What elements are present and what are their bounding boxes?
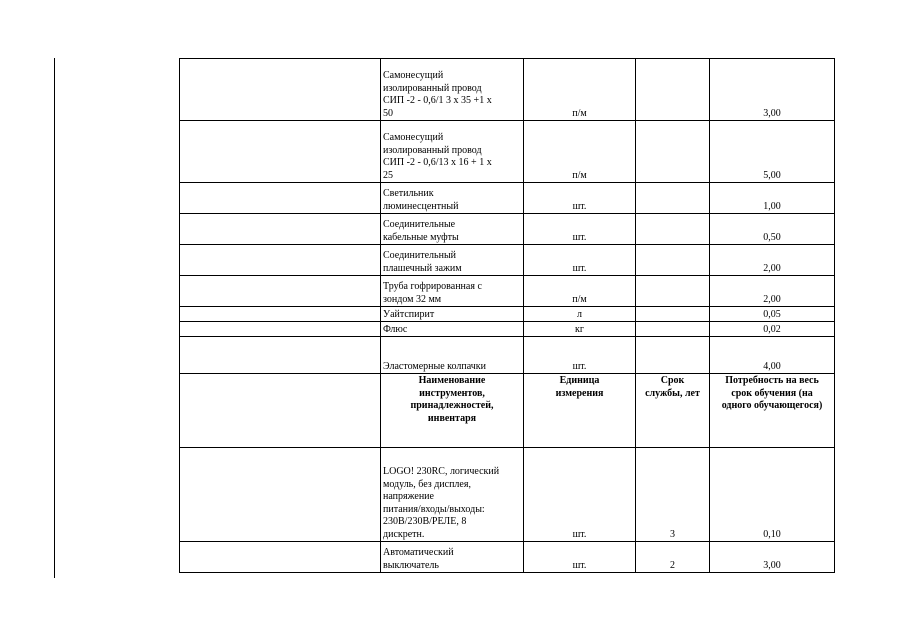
empty-cell bbox=[180, 307, 381, 322]
item-name-cell: Труба гофрированная с зондом 32 мм bbox=[381, 276, 524, 307]
term-cell bbox=[636, 214, 710, 245]
equipment-table bbox=[179, 58, 835, 573]
unit-cell: шт. bbox=[524, 245, 636, 276]
term-cell: 3 bbox=[636, 448, 710, 542]
term-cell bbox=[636, 276, 710, 307]
empty-cell bbox=[180, 337, 381, 374]
table-row bbox=[180, 448, 835, 542]
term-cell bbox=[636, 322, 710, 337]
term-cell bbox=[636, 307, 710, 322]
term-cell bbox=[636, 245, 710, 276]
empty-cell bbox=[180, 448, 381, 542]
term-cell bbox=[636, 183, 710, 214]
need-cell: 0,10 bbox=[710, 448, 835, 542]
term-cell: 2 bbox=[636, 542, 710, 573]
item-name-cell: Эластомерные колпачки bbox=[381, 337, 524, 374]
unit-cell: шт. bbox=[524, 448, 636, 542]
need-cell: 1,00 bbox=[710, 183, 835, 214]
header-unit: Единица измерения bbox=[524, 374, 636, 448]
empty-cell bbox=[180, 183, 381, 214]
unit-cell: кг bbox=[524, 322, 636, 337]
unit-cell: шт. bbox=[524, 337, 636, 374]
item-name-cell: Самонесущий изолированный провод СИП -2 - 0,6/13 х 16 + 1 х 25 bbox=[381, 121, 524, 183]
need-cell: 0,05 bbox=[710, 307, 835, 322]
item-name-cell: Флюс bbox=[381, 322, 524, 337]
unit-cell: шт. bbox=[524, 214, 636, 245]
table-row bbox=[180, 245, 835, 276]
need-cell: 3,00 bbox=[710, 59, 835, 121]
empty-cell bbox=[180, 542, 381, 573]
need-cell: 5,00 bbox=[710, 121, 835, 183]
need-cell: 3,00 bbox=[710, 542, 835, 573]
item-name-cell: Соединительный плашечный зажим bbox=[381, 245, 524, 276]
header-term: Срок службы, лет bbox=[636, 374, 710, 448]
table-row bbox=[180, 542, 835, 573]
empty-cell bbox=[180, 322, 381, 337]
table-row bbox=[180, 59, 835, 121]
table-row bbox=[180, 214, 835, 245]
empty-cell bbox=[180, 214, 381, 245]
need-cell: 0,02 bbox=[710, 322, 835, 337]
need-cell: 4,00 bbox=[710, 337, 835, 374]
page-margin-rule bbox=[54, 58, 55, 578]
unit-cell: п/м bbox=[524, 276, 636, 307]
header-name: Наименование инструментов, принадлежностей, инвентаря bbox=[381, 374, 524, 448]
need-cell: 2,00 bbox=[710, 276, 835, 307]
empty-cell bbox=[180, 276, 381, 307]
unit-cell: л bbox=[524, 307, 636, 322]
table-row bbox=[180, 183, 835, 214]
unit-cell: шт. bbox=[524, 183, 636, 214]
term-cell bbox=[636, 59, 710, 121]
empty-cell bbox=[180, 374, 381, 448]
table-row bbox=[180, 307, 835, 322]
header-need: Потребность на весь срок обучения (на одного обучающегося) bbox=[710, 374, 835, 448]
need-cell: 2,00 bbox=[710, 245, 835, 276]
item-name-cell: Светильник люминесцентный bbox=[381, 183, 524, 214]
item-name-cell: Уайтспирит bbox=[381, 307, 524, 322]
empty-cell bbox=[180, 59, 381, 121]
unit-cell: п/м bbox=[524, 121, 636, 183]
item-name-cell: Самонесущий изолированный провод СИП -2 - 0,6/1 3 х 35 +1 х 50 bbox=[381, 59, 524, 121]
item-name-cell: Автоматический выключатель bbox=[381, 542, 524, 573]
table-row bbox=[180, 337, 835, 374]
item-name-cell: LOGO! 230RC, логический модуль, без дисплея, напряжение питания/входы/выходы: 230В/230В/РЕЛЕ, 8 дискретн. bbox=[381, 448, 524, 542]
unit-cell: п/м bbox=[524, 59, 636, 121]
table-row bbox=[180, 322, 835, 337]
table-row bbox=[180, 276, 835, 307]
unit-cell: шт. bbox=[524, 542, 636, 573]
need-cell: 0,50 bbox=[710, 214, 835, 245]
item-name-cell: Соединительные кабельные муфты bbox=[381, 214, 524, 245]
table-header-row bbox=[180, 374, 835, 448]
empty-cell bbox=[180, 121, 381, 183]
term-cell bbox=[636, 337, 710, 374]
term-cell bbox=[636, 121, 710, 183]
table-row bbox=[180, 121, 835, 183]
empty-cell bbox=[180, 245, 381, 276]
